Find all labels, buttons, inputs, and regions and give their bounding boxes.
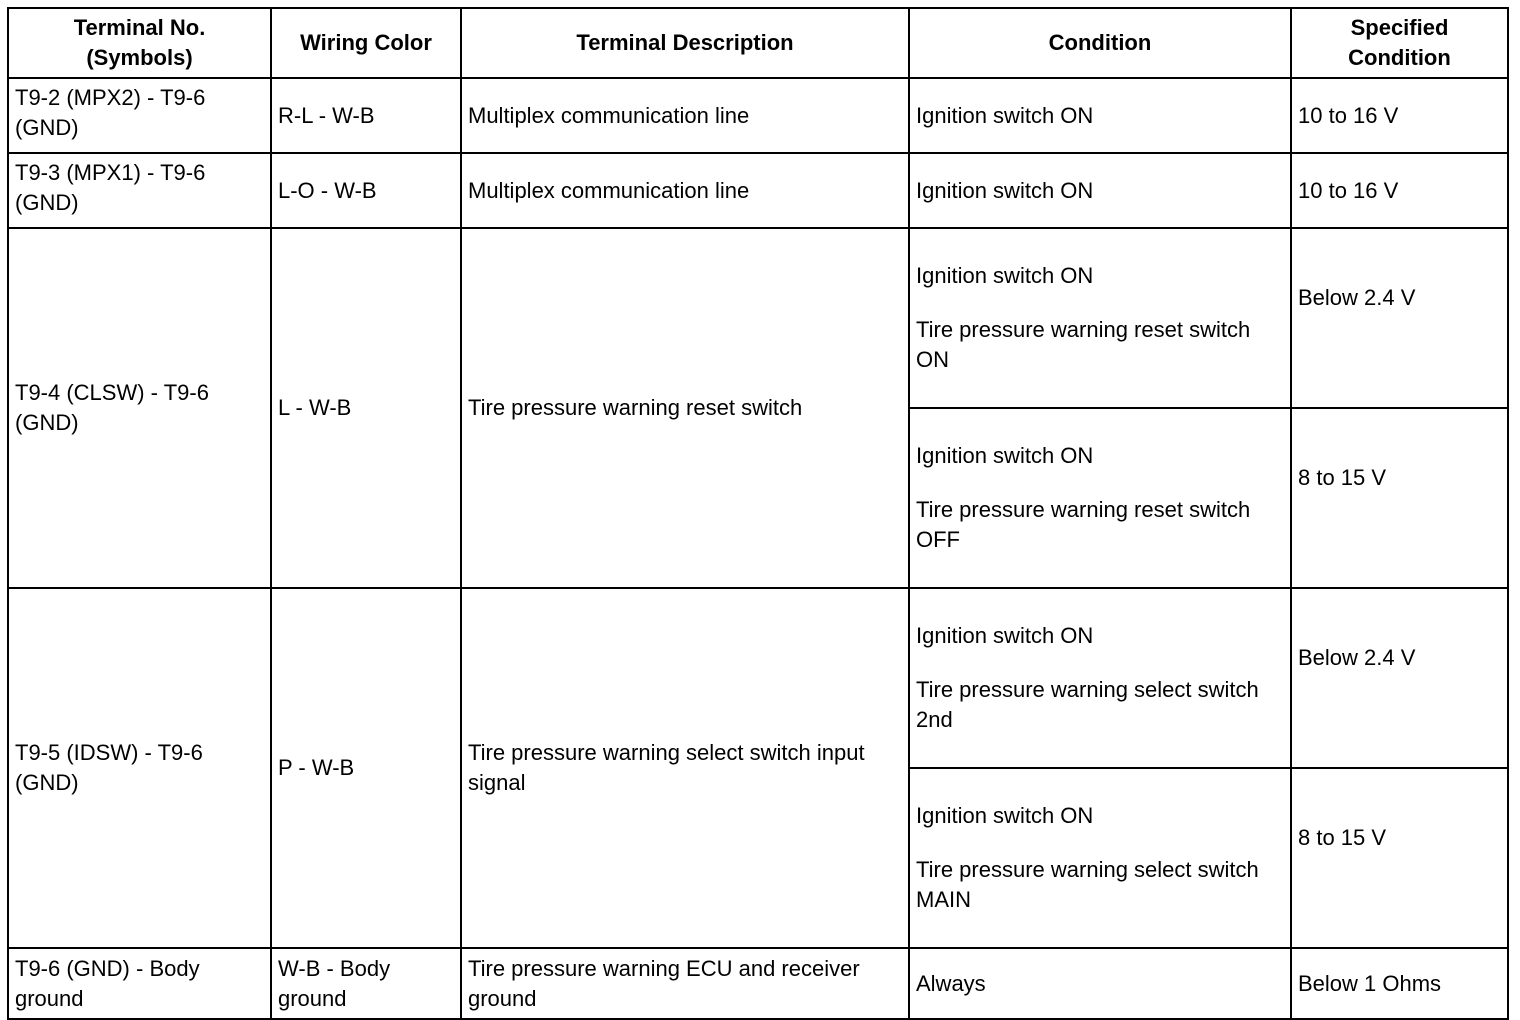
header-terminal-line2: (Symbols) bbox=[86, 45, 193, 70]
header-terminal-line1: Terminal No. bbox=[73, 15, 206, 40]
table-row bbox=[8, 153, 1508, 228]
wiring-cell: W-B - Body ground bbox=[271, 948, 461, 1019]
terminal-cell: T9-3 (MPX1) - T9-6 (GND) bbox=[8, 153, 271, 228]
terminal-cell: T9-4 (CLSW) - T9-6 (GND) bbox=[8, 228, 271, 588]
terminal-cell: T9-6 (GND) - Body ground bbox=[8, 948, 271, 1019]
condition-cell bbox=[909, 78, 1291, 153]
wiring-cell: L - W-B bbox=[271, 228, 461, 588]
header-wiring-color: Wiring Color bbox=[271, 8, 461, 78]
condition-cell bbox=[909, 948, 1291, 1019]
terminal-cell: T9-2 (MPX2) - T9-6 (GND) bbox=[8, 78, 271, 153]
condition-cell bbox=[909, 768, 1291, 948]
condition-line: Tire pressure warning select switch 2nd bbox=[916, 677, 1259, 732]
description-cell: Tire pressure warning reset switch bbox=[461, 228, 909, 588]
wiring-cell: R-L - W-B bbox=[271, 78, 461, 153]
condition-line: Ignition switch ON bbox=[916, 803, 1094, 828]
header-condition: Condition bbox=[909, 8, 1291, 78]
table-row bbox=[8, 588, 1508, 768]
condition-line: Ignition switch ON bbox=[916, 443, 1094, 468]
condition-line: Tire pressure warning reset switch OFF bbox=[916, 497, 1251, 552]
specified-cell: Below 2.4 V bbox=[1291, 588, 1508, 768]
terminal-spec-table bbox=[7, 7, 1509, 1020]
terminal-cell: T9-5 (IDSW) - T9-6 (GND) bbox=[8, 588, 271, 948]
condition-line: Ignition switch ON bbox=[916, 263, 1094, 288]
table-row bbox=[8, 948, 1508, 1019]
condition-line: Ignition switch ON bbox=[916, 102, 1094, 128]
condition-line: Ignition switch ON bbox=[916, 623, 1094, 648]
condition-line: Ignition switch ON bbox=[916, 177, 1094, 203]
condition-line: Tire pressure warning select switch MAIN bbox=[916, 857, 1259, 912]
table-header-row bbox=[8, 8, 1508, 78]
table-row bbox=[8, 228, 1508, 408]
condition-cell bbox=[909, 153, 1291, 228]
specified-cell: 8 to 15 V bbox=[1291, 768, 1508, 948]
condition-cell bbox=[909, 588, 1291, 768]
table-row bbox=[8, 78, 1508, 153]
description-cell: Multiplex communication line bbox=[461, 153, 909, 228]
header-specified-line2: Condition bbox=[1348, 45, 1451, 70]
condition-cell bbox=[909, 228, 1291, 408]
header-terminal bbox=[8, 8, 271, 78]
specified-cell: 8 to 15 V bbox=[1291, 408, 1508, 588]
header-specified-line1: Specified bbox=[1350, 15, 1449, 40]
specified-cell: 10 to 16 V bbox=[1291, 153, 1508, 228]
wiring-cell: L-O - W-B bbox=[271, 153, 461, 228]
specified-cell: Below 2.4 V bbox=[1291, 228, 1508, 408]
specified-cell: Below 1 Ohms bbox=[1291, 948, 1508, 1019]
condition-line: Tire pressure warning reset switch ON bbox=[916, 317, 1251, 372]
header-specified-condition bbox=[1291, 8, 1508, 78]
condition-line: Always bbox=[916, 970, 986, 996]
specified-cell: 10 to 16 V bbox=[1291, 78, 1508, 153]
description-cell: Multiplex communication line bbox=[461, 78, 909, 153]
wiring-cell: P - W-B bbox=[271, 588, 461, 948]
condition-cell bbox=[909, 408, 1291, 588]
description-cell: Tire pressure warning ECU and receiver ground bbox=[461, 948, 909, 1019]
description-cell: Tire pressure warning select switch input signal bbox=[461, 588, 909, 948]
header-terminal-description: Terminal Description bbox=[461, 8, 909, 78]
